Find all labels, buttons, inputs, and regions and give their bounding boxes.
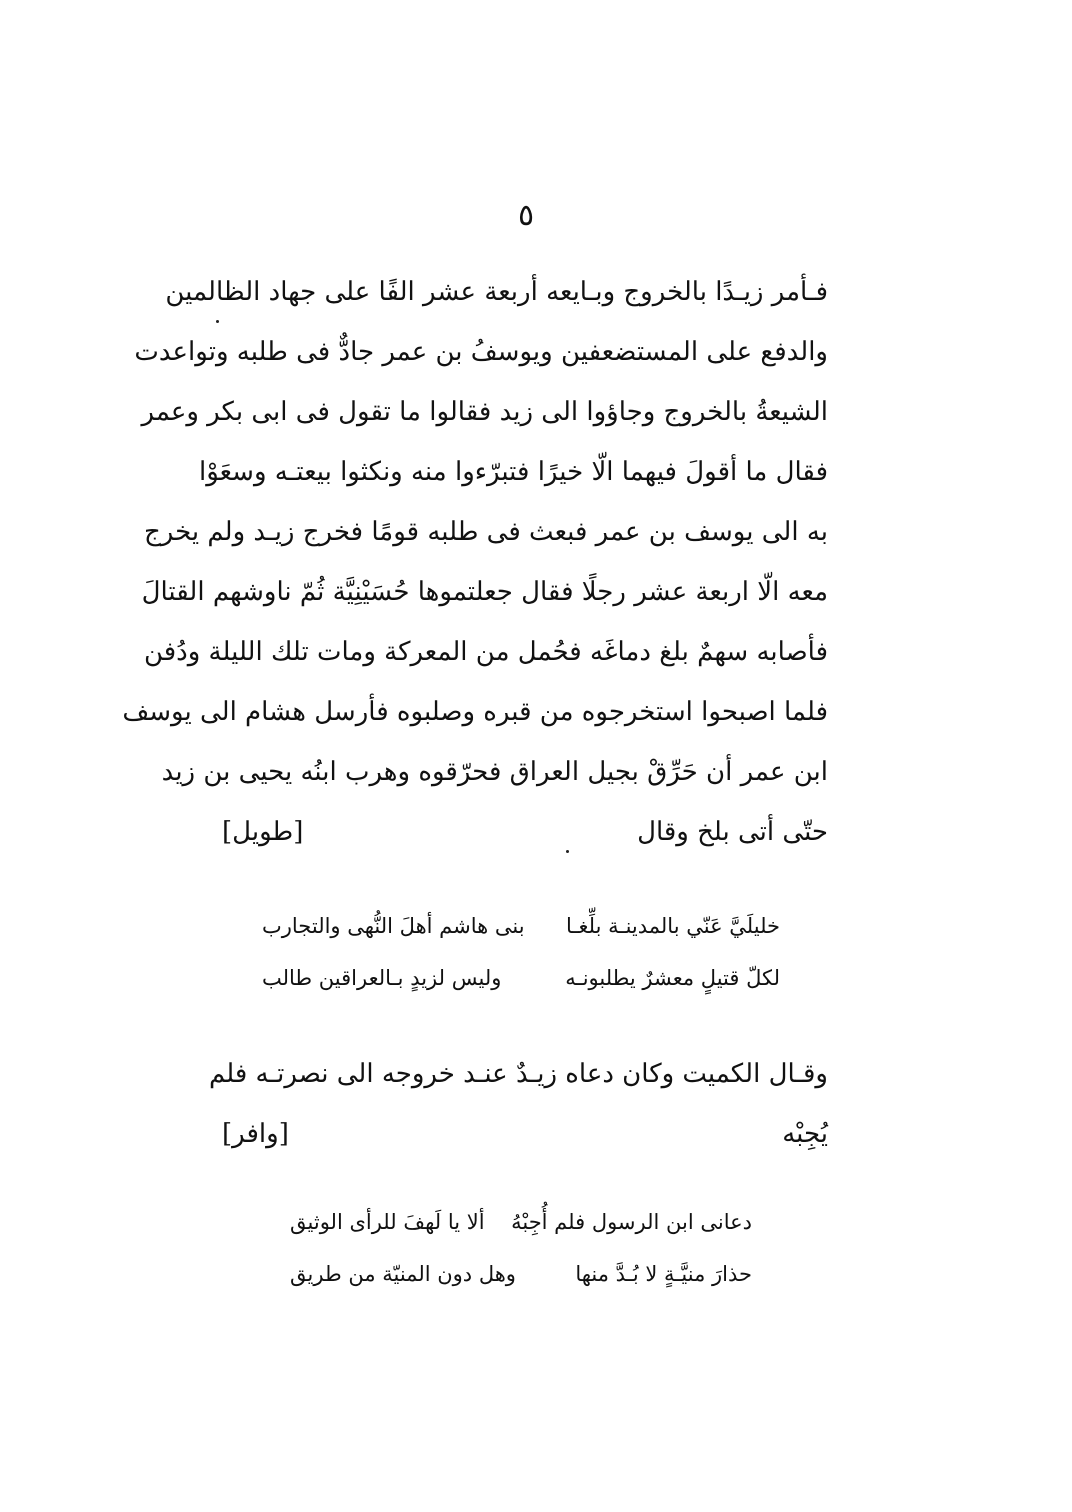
hemistich-first: لكلّ قتيلٍ معشرٌ يطلبونـه — [565, 966, 780, 990]
scan-speck — [216, 320, 219, 323]
poem-block — [290, 1196, 752, 1300]
prose-line-text: حتّى أتى بلخ وقال — [637, 817, 828, 847]
prose-line: فقال ما أقولَ فيهما الّا خيرًا فتبرّءوا منه ونكثوا بيعتـه وسعَوْا — [198, 457, 828, 487]
prose-line-text: يُجِبْه — [782, 1119, 828, 1149]
prose-line: فأصابه سهمٌ بلغ دماغَه فحُمل من المعركة ومات تلك الليلة ودُفن — [143, 637, 828, 667]
prose-line: الشيعةُ بالخروج وجاؤوا الى زيد فقالوا ما تقول فى ابى بكر وعمر — [141, 397, 828, 427]
hemistich-second: وليس لزيدٍ بـالعراقين طالب — [262, 966, 502, 990]
page-number: ٥ — [517, 198, 535, 233]
hemistich-second: ألا يا لَهفَ للرأى الوثيق — [290, 1210, 485, 1234]
meter-label: [وافر] — [222, 1119, 289, 1149]
poem-verse — [290, 1196, 752, 1248]
poem-verse — [262, 900, 780, 952]
prose-passage — [122, 262, 828, 862]
hemistich-first: حذارَ منيَّـةٍ لا بُـدَّ منها — [575, 1262, 752, 1286]
hemistich-first: خليلَيَّ عَنّي بالمدينـة بلِّغـا — [566, 914, 780, 938]
prose-line: فلما اصبحوا استخرجوه من قبره وصلبوه فأرسل هشام الى يوسف — [122, 697, 828, 727]
hemistich-first: دعانى ابن الرسول فلم أُجِبْهُ — [511, 1210, 752, 1234]
prose-line: وقـال الكميت وكان دعاه زيـدٌ عنـد خروجه الى نصرتـه فلم — [208, 1059, 828, 1089]
poem-verse — [290, 1248, 752, 1300]
prose-line: فـأمر زيـدًا بالخروج وبـايعه أربعة عشر الفًا على جهاد الظالمين — [165, 277, 828, 307]
poem-verse — [262, 952, 780, 1004]
hemistich-second: وهل دون المنيّة من طريق — [290, 1262, 516, 1286]
prose-line-last — [222, 802, 828, 862]
prose-line: به الى يوسف بن عمر فبعث فى طلبه قومًا فخرج زيـد ولم يخرج — [143, 517, 828, 547]
hemistich-second: بنى هاشم أهلَ النُّهى والتجارب — [262, 914, 525, 938]
prose-line: والدفع على المستضعفين ويوسفُ بن عمر جادٌّ فى طلبه وتواعدت — [134, 337, 828, 367]
prose-line: معه الّا اربعة عشر رجلًا فقال جعلتموها حُسَيْنِيَّة ثُمّ ناوشهم القتالَ — [141, 577, 828, 607]
poem-block — [262, 900, 780, 1004]
prose-line-last — [222, 1104, 828, 1164]
meter-label: [طويل] — [222, 817, 304, 847]
scan-speck — [566, 850, 569, 853]
prose-line: ابن عمر أن حَرِّقْ بجيل العراق فحرّقوه وهرب ابنُه يحيى بن زيد — [161, 757, 828, 787]
prose-passage — [208, 1044, 828, 1164]
